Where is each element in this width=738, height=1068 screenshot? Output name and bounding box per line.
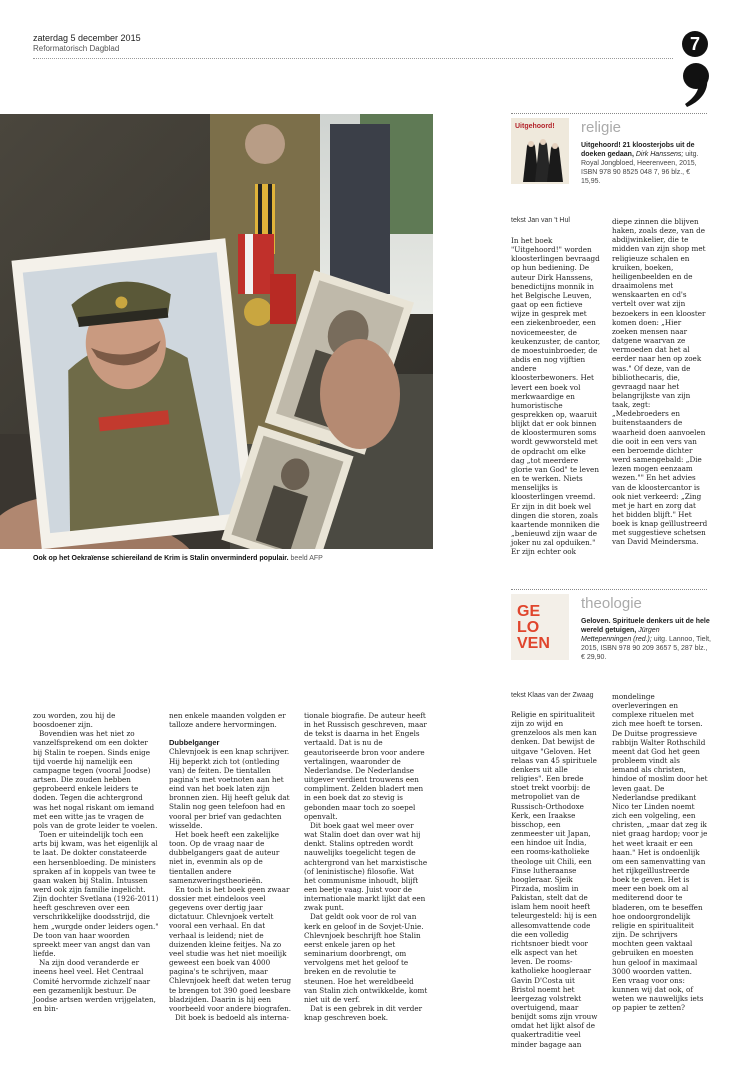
section-heading-theologie: theologie (581, 595, 642, 612)
article-paragraph: zou worden, zou hij de boosdoener zijn. (33, 711, 116, 730)
subheading-dubbelganger: Dubbelganger (169, 738, 220, 748)
caption-text: Ook op het Oekraïense schiereiland de Krim is Stalin onverminderd populair. (33, 555, 289, 562)
review-text: mondelinge overleveringen en complexe rituelen met zich mee hoeft te torsen. De Duitse progressieve rabbijn Walter Rothschild meent dat God het geen probleem vindt als iemand als christen, hindoe of moslim door het leven gaat. De Nederlandse predikant Nico ter Linden noemt zich een volgeling, een christen, „maar dat zeg ik niet graag hardop; voor je het weet kraait er een haan." Het is ondoenlijk om een samenvatting van het rijkgeïllustreerde boek te geven. Het is meer een boek om al mediterend door te bladeren, om te beseffen hoe ondoorgrondelijk religie en spiritualiteit zijn. De schrijvers mochten geen vaktaal gebruiken en moesten hun geloof in maximaal 3000 woorden vatten. Een vraag voor ons: kunnen wij dat ook, of weten we nauwelijks iets op papier te zetten? (612, 692, 708, 1013)
review-religie-column-1 (511, 236, 601, 556)
review-religie-column-2 (612, 217, 708, 547)
masthead-divider (33, 58, 673, 59)
article-paragraph: tionale biografie. De auteur heeft in het Russisch geschreven, maar de tekst is daarna in het Engels vertaald. Dat is nu de geautoriseerde bron voor andere vertalingen, waaronder de Nederlandse. De Nederlandse uitgever verdient trouwens een compliment. Zelden bladert men in een boek dat zo stevig is gebonden maar toch zo soepel openvalt. (304, 711, 427, 821)
article-column-1 (33, 711, 159, 1013)
book-cover-uitgehoord (511, 118, 569, 184)
review-divider (511, 589, 707, 590)
article-column-2 (169, 711, 293, 1022)
photo-credit: beeld AFP (290, 555, 323, 562)
cover-word: GE (517, 603, 541, 620)
review-text: In het boek "Uitgehoord!" worden kloosterlingen bevraagd op hun bediening. De auteur Dirk Hanssens, benedictijns monnik in het Belgische Leuven, gaat op een fictieve wijze in gesprek met een ziekenbroeder, een novicemeester, de keukenzuster, de cantor, de moestuinbroeder, de abdis en nog vijftien andere kloosterbewoners. Het levert een boek vol merkwaardige en humoristische gesprekken op, waaruit blijkt dat er ook binnen de kloostermuren soms wordt gewworsteld met de opdracht om elke dag „tot meerdere glorie van God" te leven en te werken. Niets menselijks is kloosterlingen vreemd. Er zijn in dit boek wel dingen die storen, zoals kaartende monniken die „benieuwd zijn waar de joker nu zal opduiken." Er zijn echter ook (511, 236, 601, 557)
cover-title: Uitgehoord! (515, 123, 555, 130)
article-paragraph: Bovendien was het niet zo vanzelfsprekend om een dokter bij Stalin te roepen. Sinds enige tijd voerde hij namelijk een campagne tegen (vooral Joodse) artsen. Die zouden hebben geprobeerd enkele leiders te doden. Tegen die achtergrond was het nogal riskant om iemand met een witte jas te vragen de pols van de grote leider te voelen. (33, 729, 158, 830)
review-text: Religie en spiritualiteit zijn zo wijd en grenzeloos als men kan denken. Dat bewijst de uitgave "Geloven. Het relaas van 45 spirituele denkers uit alle religies". Een brede stoet trekt voorbij: de metropoliet van de Russisch-Orthodoxe Kerk, een Iraakse bisschop, een zenmeester uit Japan, een hindoe uit India, een rooms-katholieke theologe uit Chili, een Finse lutheraanse hoogleraar. Sjeik Pirzada, moslim in Pakistan, stelt dat de islam hem nooit heeft teleurgesteld: hij is een allesomvattende code die een volledig richtsnoer biedt voor elk aspect van het leven. De rooms-katholieke hoogleraar Gavin D'Costa uit Bristol noemt het leergezag volstrekt overtuigend, maar benijdt soms zijn vrouw omdat het lijkt alsof de quakertraditie veel minder bagage aan (511, 710, 598, 1049)
photo-stalin-portrait (0, 114, 433, 549)
photo-caption (33, 555, 433, 562)
book-publisher: uitg. Lannoo, Tielt, 2015, ISBN 978 90 209 3657 5, 287 blz., € 29,90. (581, 636, 711, 661)
article-paragraph: Het boek heeft een zakelijke toon. Op de vraag naar de dubbelgangers gaat de auteur niet in, evenmin als op de tientallen andere samenzweringstheorieën. (169, 829, 280, 885)
byline-religie: tekst Jan van 't Hul (511, 217, 570, 224)
review-text: diepe zinnen die blijven haken, zoals deze, van de abdijwinkelier, die te midden van zijn shop met religieuze schalen en kruiken, boeken, heiligenbeelden en de draaimolens met wenskaarten en cd's vertelt over wat zijn bezoekers in een klooster komen doen: „Hier zoeken mensen naar datgene waarvan ze vermoeden dat het al eerder naar hen op zoek was." Of deze, van de bibliothecaris, die, gevraagd naar het belangrijkste van zijn taak, zegt: „Medebroeders en buitenstaanders de waarheid doen aanvoelen die ooit in een vers van een beroemde dichter werd samengebald: „Die lezen mogen eenzaam wezen."" En het advies van de kloostercantor is ook niet verkeerd: „Zing met je hart en zorg dat het bidden blijft." Het boek is knap geïllustreerd met suggestieve schetsen van David Meindersma. (612, 217, 708, 547)
masthead-paper-name: Reformatorisch Dagblad (33, 44, 120, 53)
article-paragraph: Dit boek gaat wel meer over wat Stalin doet dan over wat hij denkt. Stalins optreden wordt nauwelijks toegelicht tegen de achtergrond van het marxistische (of leninistische) filosofie. Wat het communisme inhoudt, blijft een beetje vaag. Juist voor de internationale markt lijkt dat een zwak punt. (304, 820, 428, 913)
book-title: Uitgehoord! 21 kloosterjobs uit de doeken gedaan, (581, 142, 695, 158)
article-paragraph: En toch is het boek geen zwaar dossier met eindeloos veel gegevens over dertig jaar dictatuur. Chlevnjoek vertelt vooral een verhaal. En dat verhaal is leidend; niet de duizenden kleine feitjes. Na zo veel studie was het niet moeilijk geweest een boek van 4000 pagina's te schrijven, maar Chlevnjoek heeft dat weten terug te brengen tot 390 goed leesbare bladzijden. Daarin is hij een voorbeeld voor andere biografen. (169, 884, 292, 1013)
section-heading-religie: religie (581, 119, 622, 136)
review-divider (511, 113, 707, 114)
book-cover-geloven (511, 594, 569, 660)
review-theologie (511, 589, 711, 689)
cover-word: LO (517, 619, 540, 636)
article-paragraph: Dat geldt ook voor de rol van kerk en geloof in de Sovjet-Unie. Chlevnjoek beschrijft hoe Stalin eerst enkele jaren op het seminarium doorbrengt, om vervolgens met het geloof te breken en de revolutie te steunen. Hoe het wereldbeeld van Stalin zich ontwikkelde, komt niet uit de verf. (304, 912, 428, 1004)
photo-illustration (0, 114, 433, 549)
article-paragraph: nen enkele maanden volgden er talloze andere hervormingen. (169, 711, 286, 730)
review-theologie-column-2 (612, 692, 708, 1012)
byline-theologie: tekst Klaas van der Zwaag (511, 692, 594, 699)
book-author: Jürgen Mettepenningen (red.); (581, 627, 660, 643)
book-info-religie (581, 141, 711, 186)
masthead-date: zaterdag 5 december 2015 (33, 33, 141, 43)
article-paragraph: Toen er uiteindelijk toch een arts bij kwam, was het eigenlijk al te laat. De dokter constateerde een hersenbloeding. De ministers spraken af in koppels van twee te gaan waken bij Stalin. Intussen werd ook zijn familie ingelicht. Zijn dochter Svetlana (1926-2011) heeft geschreven over een verschrikkelijke doodsstrijd, die hem „wurgde onder leiders ogen." De toon van haar woorden spreekt meer van angst dan van liefde. (33, 830, 159, 959)
book-title: Geloven. Spirituele denkers uit de hele wereld getuigen, (581, 618, 710, 634)
article-column-3 (304, 711, 428, 1022)
review-theologie-column-1 (511, 710, 601, 1049)
article-paragraph: Dit boek is bedoeld als interna- (175, 1013, 289, 1022)
cover-word: VEN (517, 635, 550, 652)
article-paragraph: Na zijn dood veranderde er ineens heel veel. Het Centraal Comité hervormde zichzelf naar een gezamenlijk bestuur. De Joodse artsen werden vrijgelaten, en bin- (33, 958, 156, 1013)
book-publisher: uitg. Royal Jongbloed, Heerenveen, 2015, ISBN 978 90 8525 048 7, 96 blz., € 15,95. (581, 151, 699, 185)
book-author: Dirk Hanssens; (635, 151, 684, 158)
article-paragraph: Chlevnjoek is een knap schrijver. Hij beperkt zich tot (ontleding van) de feiten. De tientallen pagina's met voetnoten aan het eind van het boek laten zijn bronnen zien. Hij heeft geluk dat Stalin nog geen telefoon had en vooral per brief van gedachten wisselde. (169, 747, 290, 830)
article-paragraph: Dat is een gebrek in dit verder knap geschreven boek. (304, 1004, 423, 1023)
page-number-badge: 7 (682, 31, 708, 57)
book-info-theologie (581, 617, 711, 662)
comma-icon (679, 62, 713, 108)
